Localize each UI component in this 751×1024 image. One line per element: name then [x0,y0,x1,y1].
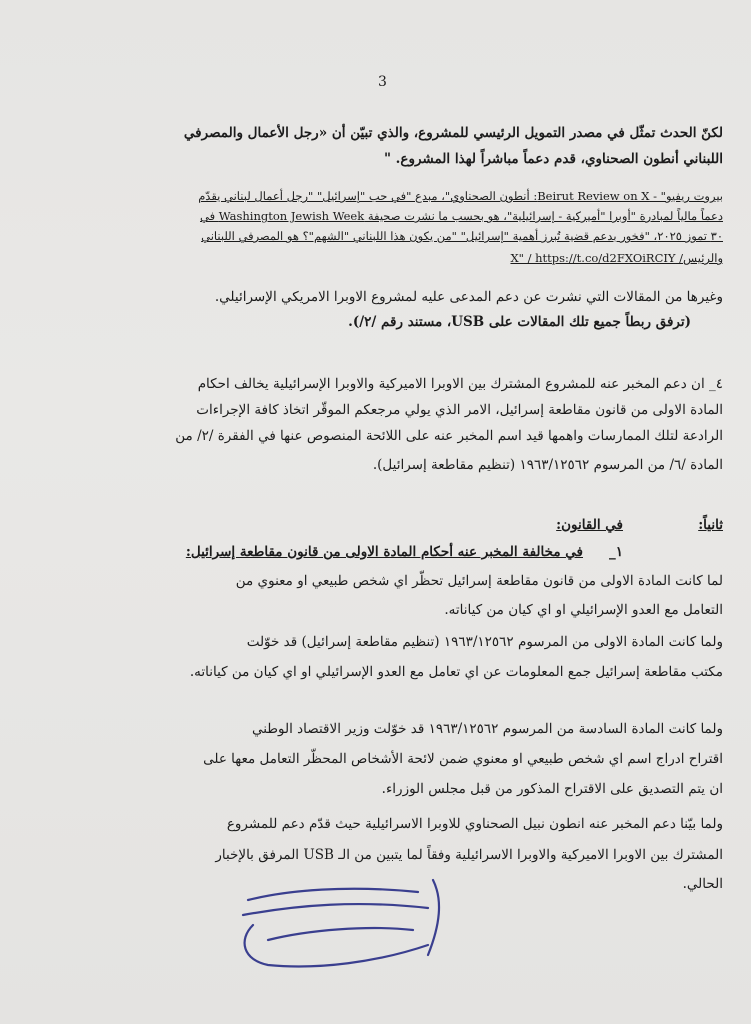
point4-line-2: المادة الاولى من قانون مقاطعة إسرائيل، الامر الذي يولي مرجعكم الموقّر اتخاذ كافة الإجراءات [196,402,723,418]
articles-line-2: (ترفق ربطاً جميع تلك المقالات على USB، مستند رقم /٢/). [348,314,691,330]
intro-line-1: لكنّ الحدث تمثّل في مصدر التمويل الرئيسي للمشروع، والذي تبيّن أن «رجل الأعمال والمصرفي [183,125,723,141]
point4-line-1: ٤_ ان دعم المخبر عنه للمشروع المشترك بين الاوبرا الاميركية والاوبرا الإسرائيلية يخالف احكام [197,376,723,392]
point4-line-3: الرادعة لتلك الممارسات واهمها قيد اسم المخبر عنه على اللائحة المنصوص عنها في الفقرة /٢/ من [175,428,723,444]
law4-line-1: ولما بيّنا دعم المخبر عنه انطون نبيل الصحناوي للاوبرا الاسرائيلية حيث قدّم دعم للمشروع [226,816,723,832]
handwritten-signature [228,870,458,980]
point4-line-4: المادة /٦/ من المرسوم ١٩٦٣/١٢٥٦٢ (تنظيم مقاطعة إسرائيل). [372,457,723,473]
law3-line-2: اقتراح ادراج اسم اي شخص طبيعي او معنوي ضمن لائحة الأشخاص المحظّر التعامل معها على [203,751,723,767]
law1-line-2: التعامل مع العدو الإسرائيلي او اي كيان من كياناته. [444,602,723,618]
law2-line-1: ولما كانت المادة الاولى من المرسوم ١٩٦٣/١٢٥٦٢ (تنظيم مقاطعة إسرائيل) قد خوّلت [246,634,723,650]
section-number: ثانياً: [698,517,723,533]
section-title: في القانون: [556,517,623,533]
page-number: 3 [378,74,387,90]
law3-line-3: ان يتم التصديق على الاقتراح المذكور من قبل مجلس الوزراء. [381,781,723,797]
tweet-line-3: ٣٠ تموز ٢٠٢٥، "فخور بدعم قضية تُبرز أهمية "إسرائيل" "من يكون هذا اللبناني "الشهم"؟ هو المصرفي اللبناني [201,229,723,243]
item-title: في مخالفة المخبر عنه أحكام المادة الاولى من قانون مقاطعة إسرائيل: [185,544,583,560]
law3-line-1: ولما كانت المادة السادسة من المرسوم ١٩٦٣/١٢٥٦٢ قد خوّلت وزير الاقتصاد الوطني [251,721,723,737]
item-number: ١_ [608,544,623,560]
tweet-line-4: والرئيس/ X" / https://t.co/d2FXOiRCIY [510,251,723,265]
tweet-line-2: دعماً مالياً لمبادرة "أوبرا "أميركية - إسرائيلية"، هو بحسب ما نشرت صحيفة Washington Jewish Week في [200,209,723,223]
law1-line-1: لما كانت المادة الاولى من قانون مقاطعة إسرائيل تحظّر اي شخص طبيعي او معنوي من [235,573,723,589]
law4-line-2: المشترك بين الاوبرا الاميركية والاوبرا الاسرائيلية وفقاً لما يتبين من الـ USB المرفق بالإخبار [215,847,723,863]
law2-line-2: مكتب مقاطعة إسرائيل جمع المعلومات عن اي تعامل مع العدو الإسرائيلي او اي كيان من كياناته. [189,664,723,680]
articles-line-1: وغيرها من المقالات التي نشرت عن دعم المدعى عليه لمشروع الاوبرا الامريكي الإسرائيلي. [214,289,723,305]
intro-line-2: اللبناني أنطون الصحناوي، قدم دعماً مباشراً لهذا المشروع. " [383,151,723,167]
tweet-line-1: بيروت ريفيو" - Beirut Review on X: أنطون الصحناوي"، مبدع "في حب "إسرائيل" "رجل أعمال لبناني يقدّم [198,189,723,203]
law4-line-3: الحالي. [682,876,723,892]
